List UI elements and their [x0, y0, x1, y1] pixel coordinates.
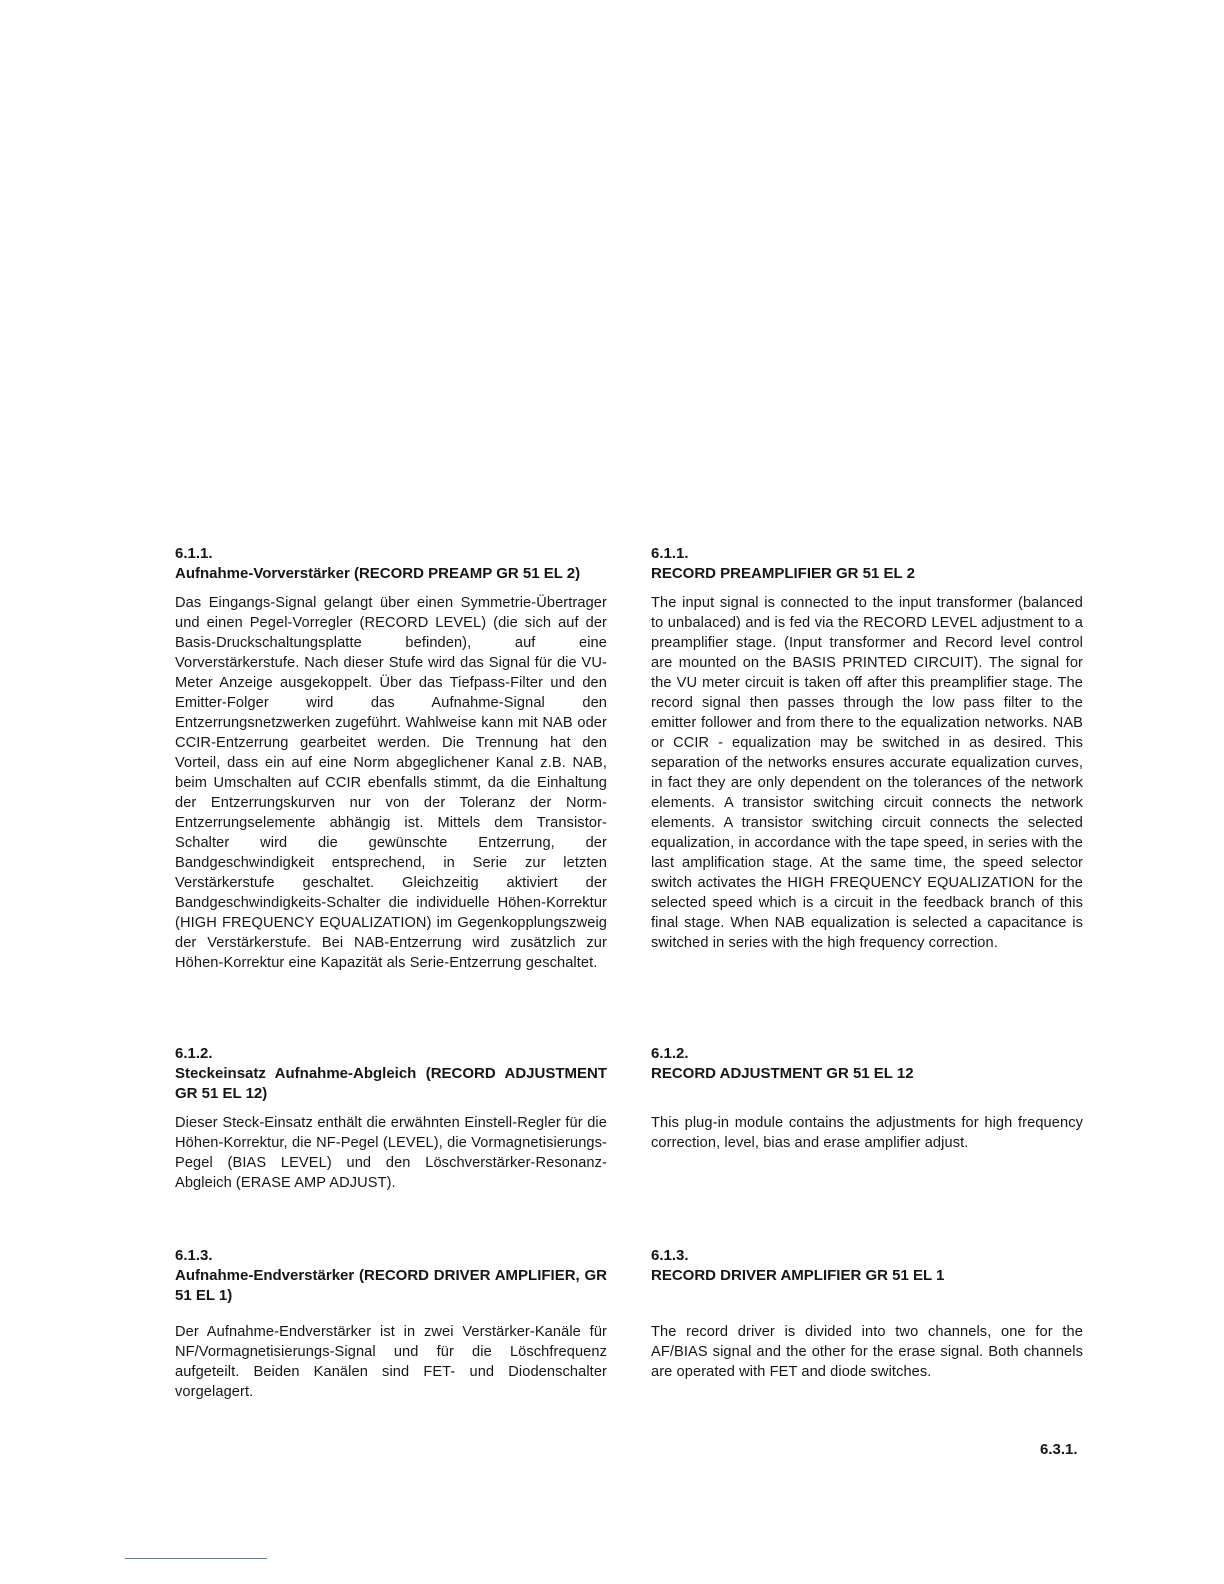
page-number: 6.3.1.: [1040, 1441, 1078, 1458]
section-number: 6.1.1.: [651, 545, 689, 562]
section-heading: RECORD ADJUSTMENT GR 51 EL 12: [651, 1065, 914, 1082]
section-6-1-3-german: [175, 1246, 607, 1402]
section-number: 6.1.3.: [651, 1247, 689, 1264]
section-heading: Aufnahme-Endverstärker (RECORD DRIVER AMPLIFIER, GR 51 EL 1): [175, 1267, 607, 1304]
section-heading: Steckeinsatz Aufnahme-Abgleich (RECORD ADJUSTMENT GR 51 EL 12): [175, 1065, 607, 1102]
section-body: Der Aufnahme-Endverstärker ist in zwei Verstärker-Kanäle für NF/Vormagnetisierungs-Signal und für die Löschfrequenz aufgeteilt. Beiden Kanälen sind FET- und Diodenschalter vorgelagert.: [175, 1324, 607, 1400]
section-heading: RECORD DRIVER AMPLIFIER GR 51 EL 1: [651, 1267, 945, 1284]
section-6-1-2-english: [651, 1044, 1083, 1153]
section-6-1-1-german: [175, 544, 607, 973]
section-6-1-1-english: [651, 544, 1083, 953]
section-body: Dieser Steck-Einsatz enthält die erwähnten Einstell-Regler für die Höhen-Korrektur, die NF-Pegel (LEVEL), die Vormagnetisierungs-Pegel (BIAS LEVEL) und den Löschverstärker-Resonanz-Abgleich (ERASE AMP ADJUST).: [175, 1115, 607, 1191]
section-number: 6.1.2.: [651, 1045, 689, 1062]
section-body: Das Eingangs-Signal gelangt über einen Symmetrie-Übertrager und einen Pegel-Vorregler (RECORD LEVEL) (die sich auf der Basis-Druckschaltungsplatte befinden), auf eine Vorverstärkerstufe. Nach dieser Stufe wird das Signal für die VU-Meter Anzeige ausgekoppelt. Über das Tiefpass-Filter und den Emitter-Folger wird das Aufnahme-Signal den Entzerrungsnetzwerken zugeführt. Wahlweise kann mit NAB oder CCIR-Entzerrung gearbeitet werden. Die Trennung hat den Vorteil, dass ein auf eine Norm abgeglichener Kanal z.B. NAB, beim Umschalten auf CCIR ebenfalls stimmt, da die Einhaltung der Entzerrungskurven nur von der Toleranz der Norm-Entzerrungselemente abhängig ist. Mittels dem Transistor-Schalter wird die gewünschte Entzerrung, der Bandgeschwindigkeit entsprechend, in Serie zur letzten Verstärkerstufe geschaltet. Gleichzeitig aktiviert der Bandgeschwindigkeits-Schalter die individuelle Höhen-Korrektur (HIGH FREQUENCY EQUALIZATION) im Gegenkopplungszweig der Verstärkerstufe. Bei NAB-Entzerrung wird zusätzlich zur Höhen-Korrektur eine Kapazität als Serie-Entzerrung geschaltet.: [175, 595, 607, 971]
section-6-1-2-german: [175, 1044, 607, 1193]
section-body: The input signal is connected to the input transformer (balanced to unbalaced) and is fed via the RECORD LEVEL adjustment to a preamplifier stage. (Input transformer and Record level control are mounted on the BASIS PRINTED CIRCUIT). The signal for the VU meter circuit is taken off after this preamplifier stage. The record signal then passes through the low pass filter to the emitter follower and from there to the equalization networks. NAB or CCIR - equalization may be switched in as desired. This separation of the networks ensures accurate equalization curves, in fact they are only dependent on the tolerances of the network elements. A transistor switching circuit connects the network elements. A transistor switching circuit connects the selected equalization, in accordance with the tape speed, in series with the last amplification stage. At the same time, the speed selector switch activates the HIGH FREQUENCY EQUALIZATION for the selected speed which is a circuit in the feedback branch of this final stage. When NAB equalization is selected a capacitance is switched in series with the high frequency correction.: [651, 595, 1083, 951]
footer-rule: [125, 1558, 267, 1559]
section-6-1-3-english: [651, 1246, 1083, 1382]
section-heading: RECORD PREAMPLIFIER GR 51 EL 2: [651, 565, 915, 582]
section-number: 6.1.3.: [175, 1247, 213, 1264]
section-number: 6.1.2.: [175, 1045, 213, 1062]
section-body: The record driver is divided into two channels, one for the AF/BIAS signal and the other for the erase signal. Both channels are operated with FET and diode switches.: [651, 1324, 1083, 1380]
section-heading: Aufnahme-Vorverstärker (RECORD PREAMP GR 51 EL 2): [175, 565, 581, 582]
section-number: 6.1.1.: [175, 545, 213, 562]
section-body: This plug-in module contains the adjustments for high frequency correction, level, bias and erase amplifier adjust.: [651, 1115, 1083, 1151]
